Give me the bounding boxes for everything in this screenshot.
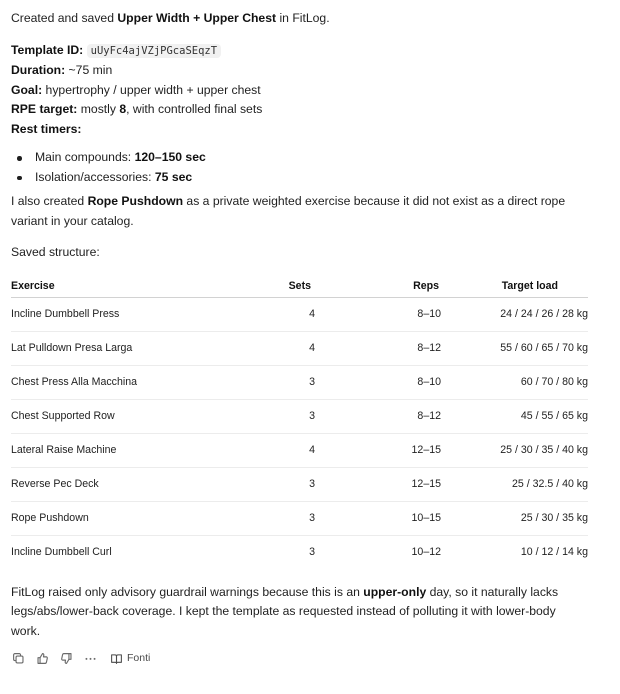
template-id-line [11,41,588,62]
rest-item-value: 120–150 sec [134,150,206,164]
cell-exercise: Chest Supported Row [11,399,273,433]
duration-value: ~75 min [65,63,113,77]
custom-exercise-note [11,192,588,231]
template-id-code: uUyFc4ajVZjPGcaSEqzT [87,44,221,58]
header-sets: Sets [273,275,315,298]
cell-reps: 10–15 [397,501,441,535]
more-icon[interactable] [83,651,97,665]
rpe-pre: mostly [77,102,120,116]
cell-target-load: 55 / 60 / 65 / 70 kg [441,331,588,365]
rest-item-label: Isolation/accessories: [35,169,155,184]
list-item [11,168,588,188]
list-item [11,148,588,168]
cell-target-load: 10 / 12 / 14 kg [520,546,588,558]
template-meta [11,41,588,140]
cell-target-load: 25 / 30 / 35 kg [441,501,588,535]
sources-label: Fonti [127,652,151,664]
cell-spacer [315,467,397,501]
cell-reps: 8–10 [397,365,441,399]
intro-line [11,9,588,29]
exercise-table [11,275,588,569]
rpe-value: 8 [119,102,127,116]
outro-bold: upper-only [363,584,427,599]
duration-line [11,61,588,81]
rest-item-value: 75 sec [154,169,193,184]
table-row [11,297,588,331]
cell-sets: 4 [273,331,315,365]
rest-timers-list [11,148,588,187]
rest-item-label: Main compounds: [35,150,135,164]
cell-reps: 12–15 [397,467,441,501]
thumbs-up-icon[interactable] [35,651,49,665]
sources-button[interactable] [109,651,150,665]
cell-spacer [315,535,397,569]
cell-spacer [315,297,397,331]
header-reps: Reps [397,275,441,298]
goal-label: Goal: [11,82,43,97]
cell-sets: 3 [273,501,315,535]
cell-reps: 8–12 [397,399,441,433]
cell-reps: 12–15 [397,433,441,467]
cell-exercise: Reverse Pec Deck [11,467,273,501]
header-exercise: Exercise [11,275,273,298]
outro-pre: FitLog raised only advisory guardrail warnings because this is an [11,584,364,599]
table-row [11,467,588,501]
table-row [11,535,588,569]
saved-structure-label: Saved structure: [11,245,100,259]
table-header-row [11,275,588,298]
cell-sets: 4 [273,433,315,467]
cell-target-load: 45 / 55 / 65 kg [441,399,588,433]
cell-target-load: 25 / 30 / 35 / 40 kg [441,433,588,467]
cell-sets: 3 [273,399,315,433]
cell-exercise: Incline Dumbbell Press [11,297,273,331]
cell-reps: 8–10 [397,297,441,331]
cell-sets: 3 [273,365,315,399]
table-row [11,501,588,535]
rpe-label: RPE target: [11,102,78,116]
cell-reps: 10–12 [411,546,441,558]
cell-sets: 3 [273,467,315,501]
cell-exercise: Rope Pushdown [11,501,273,535]
table-row [11,365,588,399]
thumbs-down-icon[interactable] [59,651,73,665]
custom-exercise-name: Rope Pushdown [87,194,184,208]
rpe-post: , with controlled final sets [126,102,263,116]
cell-exercise: Lat Pulldown Presa Larga [11,331,273,365]
header-target-load: Target load [441,275,588,298]
rpe-line [11,100,588,120]
copy-icon[interactable] [11,651,25,665]
cell-exercise: Incline Dumbbell Curl [11,546,112,558]
template-name: Upper Width + Upper Chest [117,11,277,25]
custom-pre: I also created [11,194,88,208]
header-spacer [315,275,397,298]
cell-exercise: Lateral Raise Machine [11,433,273,467]
cell-reps: 8–12 [397,331,441,365]
cell-spacer [315,331,397,365]
cell-spacer [315,501,397,535]
rest-label-line [11,120,588,140]
cell-spacer [315,433,397,467]
intro-suffix: in FitLog. [276,11,330,25]
intro-prefix: Created and saved [11,11,118,25]
sources-icon [109,651,123,665]
cell-sets: 4 [273,297,315,331]
table-row [11,399,588,433]
guardrail-note [11,583,588,642]
cell-spacer [315,365,397,399]
outro-post: day, so it naturally lacks legs/abs/lower-back coverage. I kept the template as requested instead of polluting it with lower-body work. [11,584,559,638]
cell-spacer [315,399,397,433]
cell-sets: 3 [309,546,315,558]
table-row [11,433,588,467]
table-row [11,331,588,365]
template-id-label: Template ID: [11,42,84,57]
cell-exercise: Chest Press Alla Macchina [11,365,273,399]
duration-label: Duration: [11,63,66,77]
cell-target-load: 60 / 70 / 80 kg [441,365,588,399]
cell-target-load: 24 / 24 / 26 / 28 kg [441,297,588,331]
custom-post: as a private weighted exercise because it did not exist as a direct rope variant in your catalog. [11,194,566,228]
cell-target-load: 25 / 32.5 / 40 kg [441,467,588,501]
rest-label: Rest timers: [11,121,82,136]
message-actions [11,651,588,665]
goal-line [11,81,588,101]
goal-value: hypertrophy / upper width + upper chest [42,82,261,97]
